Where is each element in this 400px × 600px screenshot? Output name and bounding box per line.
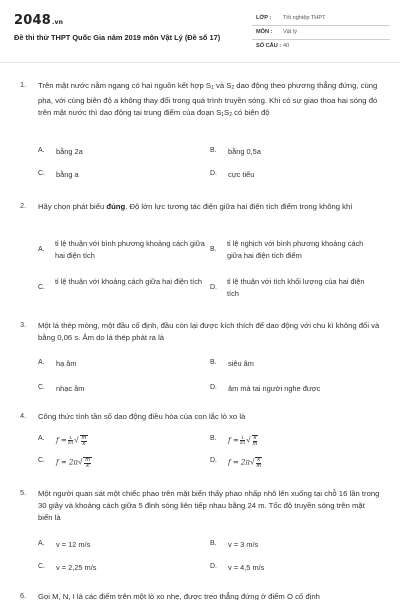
formula: f = $\frac{1}{2\pi}√$ $\frac{m}{k}$ — [56, 434, 87, 447]
header-divider — [0, 62, 400, 63]
formula: f = 2π√ $\frac{k}{m}$ — [228, 457, 262, 469]
question-text: Hãy chọn phát biểu đúng. Độ lớn lực tương tác điện giữa hai điện tích điểm trong không khí — [38, 202, 353, 211]
site-logo[interactable]: 2048.vn — [14, 13, 64, 28]
question-number: 5. — [20, 488, 27, 497]
question-number: 2. — [20, 201, 27, 210]
exam-meta-table — [252, 12, 390, 53]
meta-value: Vật lý — [283, 29, 297, 35]
exam-title: Đề thi thử THPT Quốc Gia năm 2019 môn Vật Lý (Đề số 17) — [14, 33, 221, 42]
question-number: 6. — [20, 591, 27, 600]
question-6 — [0, 591, 400, 600]
question-text: Một lá thép mỏng, một đầu cố định, đầu còn lại được kích thích để dao động với chu kì không đổi và bằng 0,06 s. Âm do lá thép phát ra là — [38, 321, 380, 342]
question-3: 3. Một lá thép mỏng, một đầu cố định, đầu còn lại được kích thích để dao động với chu kì không đổi và bằng 0,06 s. Âm do lá thép phát ra là A. hạ âm B. siêu âm C. nhạc âm D. âm mà tai người nghe được — [20, 320, 380, 393]
meta-label: LỚP : — [256, 15, 272, 21]
meta-row-grade — [252, 12, 390, 26]
formula: f = $\frac{1}{2\pi}√$ $\frac{k}{m}$ — [228, 434, 258, 447]
question-2: 2. Hãy chọn phát biểu đúng. Độ lớn lực tương tác điện giữa hai điện tích điểm trong không khí A. tỉ lệ thuận với bình phương khoảng cách giữa hai điện tích B. tỉ lệ nghịch với bình phương khoảng cách giữa hai điện tích điểm C. tỉ lệ thuận với khoảng cách giữa hai điện tích D. tỉ lệ thuận với tích khối lượng của hai điện tích — [0, 201, 400, 311]
question-4: 4. Công thức tính tần số dao động điều hòa của con lắc lò xo là A. f = $\frac{1}{2\pi}√$ $\frac{m}{k}$ B. f = $\frac{1}{2\pi}√$ $\frac{k}{m}$ C. f = 2π√ $\frac{m}{k}$ D. f = 2π√ $\frac{k}{m}$ — [0, 411, 400, 471]
meta-value: Tốt nghiệp THPT — [283, 15, 326, 21]
question-number: 4. — [20, 411, 27, 420]
meta-row-count — [252, 40, 390, 53]
question-number: 3. — [20, 320, 27, 329]
meta-value: 40 — [283, 43, 290, 49]
question-text: Trên mặt nước nằm ngang có hai nguồn kết hợp $S_1$ và $S_2$ dao động theo phương thẳng đứng, cùng pha, với cùng biên độ a không thay đổi trong quá trình truyền sóng. Khi có sự giao thoa hai sóng đó trên mặt nước thì dao động tại trung điểm của đoạn $S_1S_2$ có biên độ — [38, 81, 378, 118]
meta-label: SỐ CÂU : — [256, 43, 282, 49]
meta-label: MÔN : — [256, 29, 273, 35]
question-1: 1. Trên mặt nước nằm ngang có hai nguồn kết hợp $S_1$ và $S_2$ dao động theo phương thẳng đứng, cùng pha, với cùng biên độ a không thay đổi trong quá trình truyền sóng. Khi có sự giao thoa hai sóng đó trên mặt nước thì dao động tại trung điểm của đoạn $S_1S_2$ có biên độ A. bằng 2a B. bằng 0,5a C. bằng a D. cực tiểu — [0, 80, 400, 172]
exam-header — [0, 0, 400, 62]
question-text: Một người quan sát một chiếc phao trên mặt biển thấy phao nhấp nhô lên xuống tại chỗ 16 lần trong 30 giây và khoảng cách giữa 5 đỉnh sóng liên tiếp nhau bằng 24 m. Tốc độ truyền sóng trên mặt biển là — [38, 489, 380, 522]
question-number: 1. — [20, 80, 27, 89]
meta-row-subject — [252, 26, 390, 40]
formula: f = 2π√ $\frac{m}{k}$ — [56, 457, 90, 469]
question-text: Công thức tính tần số dao động điều hòa của con lắc lò xo là — [38, 412, 246, 421]
question-text: Gọi M, N, I là các điểm trên một lò xo nhẹ, được treo thẳng đứng ở điểm O cố định — [38, 592, 320, 600]
question-5: 5. Một người quan sát một chiếc phao trên mặt biển thấy phao nhấp nhô lên xuống tại chỗ 16 lần trong 30 giây và khoảng cách giữa 5 đỉnh sóng liên tiếp nhau bằng 24 m. Tốc độ truyền sóng trên mặt biển là A. v = 12 m/s B. v = 3 m/s C. v = 2,25 m/s D. v = 4,5 m/s — [20, 488, 380, 572]
